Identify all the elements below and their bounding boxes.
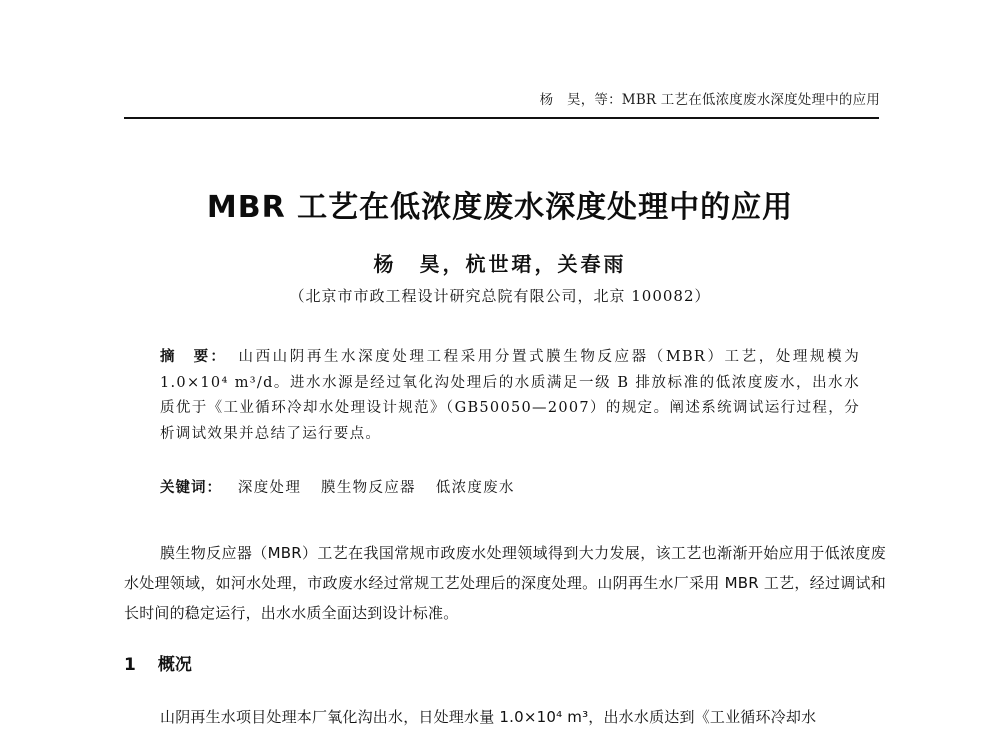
section-title: 概况: [157, 655, 192, 675]
intro-paragraph: 膜生物反应器（MBR）工艺在我国常规市政废水处理领域得到大力发展，该工艺也渐渐开始应用于低浓度废水处理领域，如河水处理，市政废水经过常规工艺处理后的深度处理。山阴再生水厂采用 MBR 工艺，经过调试和长时间的稳定运行，出水水质全面达到设计标准。: [124, 544, 886, 622]
paper-authors: 杨 昊，杭世珺，关春雨: [373, 252, 627, 276]
abstract: [160, 345, 860, 447]
paper-title: MBR 工艺在低浓度废水深度处理中的应用: [206, 190, 794, 225]
section-body-line: 山阴再生水项目处理本厂氧化沟出水，日处理水量 1.0×10⁴ m³，出水水质达到《工业循环冷却水: [160, 708, 817, 726]
section-number: 1: [124, 655, 136, 675]
keywords-label: 关键词：: [160, 480, 222, 496]
section-heading: [124, 650, 192, 675]
keyword-item: 膜生物反应器: [321, 480, 416, 496]
header-rule: [124, 117, 879, 119]
keyword-item: 深度处理: [237, 480, 302, 496]
keywords: [160, 476, 860, 497]
abstract-text: 山西山阴再生水深度处理工程采用分置式膜生物反应器（MBR）工艺，处理规模为 1.0×10⁴ m³/d。进水水源是经过氧化沟处理后的水质满足一级 B 排放标准的低浓度废水，出水水质优于《工业循环冷却水处理设计规范》（GB50050—2007）的规定。阐述系统调试运行过程，分析调试效果并总结了运行要点。: [160, 349, 860, 442]
running-head: 杨 昊，等：MBR 工艺在低浓度废水深度处理中的应用: [539, 92, 880, 108]
keyword-item: 低浓度废水: [435, 480, 515, 496]
paper-affiliation: （北京市市政工程设计研究总院有限公司，北京 100082）: [289, 287, 711, 305]
abstract-label: 摘 要：: [160, 349, 228, 365]
